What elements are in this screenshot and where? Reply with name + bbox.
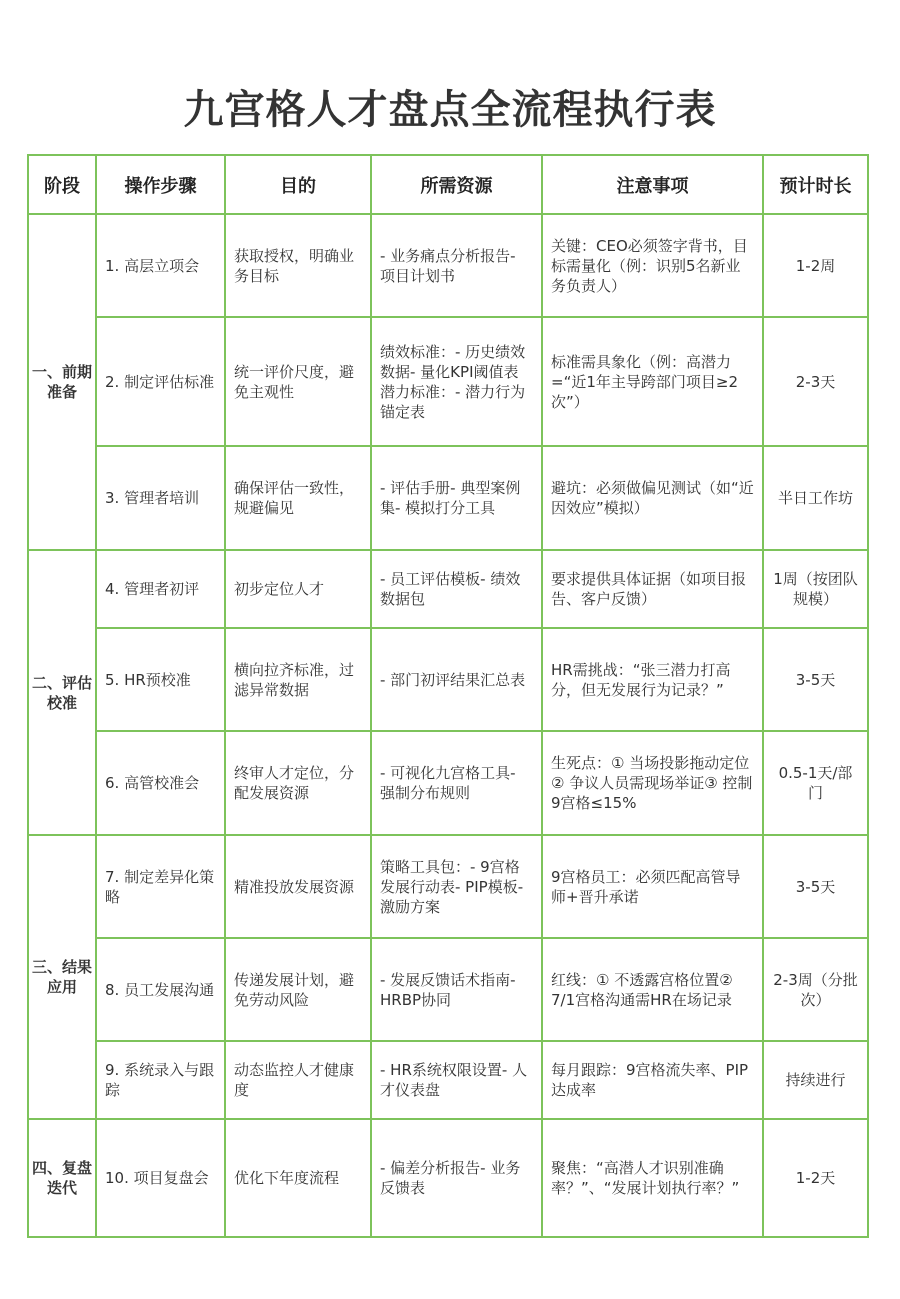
notes-cell: 生死点：① 当场投影拖动定位② 争议人员需现场举证③ 控制9宫格≤15%	[542, 731, 763, 835]
step-cell: 7. 制定差异化策略	[96, 835, 225, 938]
stage-cell: 二、评估校准	[28, 550, 96, 835]
resources-cell: - HR系统权限设置- 人才仪表盘	[371, 1041, 542, 1119]
duration-cell: 1周（按团队规模）	[763, 550, 868, 628]
table-row	[28, 317, 868, 446]
resources-cell: - 业务痛点分析报告- 项目计划书	[371, 214, 542, 317]
notes-cell: HR需挑战：“张三潜力打高分，但无发展行为记录？”	[542, 628, 763, 731]
purpose-cell: 统一评价尺度，避免主观性	[225, 317, 371, 446]
table-row	[28, 731, 868, 835]
step-cell: 2. 制定评估标准	[96, 317, 225, 446]
duration-cell: 0.5-1天/部门	[763, 731, 868, 835]
notes-cell: 要求提供具体证据（如项目报告、客户反馈）	[542, 550, 763, 628]
resources-cell: - 可视化九宫格工具- 强制分布规则	[371, 731, 542, 835]
step-cell: 8. 员工发展沟通	[96, 938, 225, 1041]
duration-cell: 2-3天	[763, 317, 868, 446]
table-row	[28, 628, 868, 731]
notes-cell: 聚焦：“高潜人才识别准确率？”、“发展计划执行率？”	[542, 1119, 763, 1237]
header-step: 操作步骤	[96, 155, 225, 214]
duration-cell: 1-2天	[763, 1119, 868, 1237]
table-row	[28, 938, 868, 1041]
resources-cell: 绩效标准：- 历史绩效数据- 量化KPI阈值表潜力标准：- 潜力行为锚定表	[371, 317, 542, 446]
stage-cell: 四、复盘迭代	[28, 1119, 96, 1237]
table-row	[28, 835, 868, 938]
table-row	[28, 1119, 868, 1237]
table-row	[28, 1041, 868, 1119]
purpose-cell: 精准投放发展资源	[225, 835, 371, 938]
duration-cell: 持续进行	[763, 1041, 868, 1119]
resources-cell: 策略工具包：- 9宫格发展行动表- PIP模板- 激励方案	[371, 835, 542, 938]
table-row	[28, 446, 868, 550]
page-title: 九宫格人才盘点全流程执行表	[183, 87, 717, 133]
step-cell: 5. HR预校准	[96, 628, 225, 731]
purpose-cell: 优化下年度流程	[225, 1119, 371, 1237]
purpose-cell: 横向拉齐标准，过滤异常数据	[225, 628, 371, 731]
notes-cell: 标准需具象化（例：高潜力=“近1年主导跨部门项目≥2次”）	[542, 317, 763, 446]
step-cell: 3. 管理者培训	[96, 446, 225, 550]
stage-cell: 三、结果应用	[28, 835, 96, 1119]
step-cell: 9. 系统录入与跟踪	[96, 1041, 225, 1119]
duration-cell: 2-3周（分批次）	[763, 938, 868, 1041]
duration-cell: 3-5天	[763, 835, 868, 938]
step-cell: 6. 高管校准会	[96, 731, 225, 835]
header-duration: 预计时长	[763, 155, 868, 214]
process-table	[27, 154, 869, 1238]
purpose-cell: 传递发展计划，避免劳动风险	[225, 938, 371, 1041]
table-row	[28, 550, 868, 628]
resources-cell: - 发展反馈话术指南- HRBP协同	[371, 938, 542, 1041]
header-purpose: 目的	[225, 155, 371, 214]
notes-cell: 红线：① 不透露宫格位置② 7/1宫格沟通需HR在场记录	[542, 938, 763, 1041]
notes-cell: 每月跟踪：9宫格流失率、PIP达成率	[542, 1041, 763, 1119]
purpose-cell: 终审人才定位，分配发展资源	[225, 731, 371, 835]
header-notes: 注意事项	[542, 155, 763, 214]
table-header-row	[28, 155, 868, 214]
resources-cell: - 偏差分析报告- 业务反馈表	[371, 1119, 542, 1237]
table-row	[28, 214, 868, 317]
purpose-cell: 动态监控人才健康度	[225, 1041, 371, 1119]
notes-cell: 9宫格员工：必须匹配高管导师+晋升承诺	[542, 835, 763, 938]
notes-cell: 关键：CEO必须签字背书，目标需量化（例：识别5名新业务负责人）	[542, 214, 763, 317]
duration-cell: 半日工作坊	[763, 446, 868, 550]
step-cell: 4. 管理者初评	[96, 550, 225, 628]
purpose-cell: 初步定位人才	[225, 550, 371, 628]
duration-cell: 1-2周	[763, 214, 868, 317]
purpose-cell: 获取授权，明确业务目标	[225, 214, 371, 317]
notes-cell: 避坑：必须做偏见测试（如“近因效应”模拟）	[542, 446, 763, 550]
header-resources: 所需资源	[371, 155, 542, 214]
resources-cell: - 部门初评结果汇总表	[371, 628, 542, 731]
resources-cell: - 评估手册- 典型案例集- 模拟打分工具	[371, 446, 542, 550]
purpose-cell: 确保评估一致性，规避偏见	[225, 446, 371, 550]
header-stage: 阶段	[28, 155, 96, 214]
resources-cell: - 员工评估模板- 绩效数据包	[371, 550, 542, 628]
duration-cell: 3-5天	[763, 628, 868, 731]
step-cell: 10. 项目复盘会	[96, 1119, 225, 1237]
step-cell: 1. 高层立项会	[96, 214, 225, 317]
stage-cell: 一、前期准备	[28, 214, 96, 550]
